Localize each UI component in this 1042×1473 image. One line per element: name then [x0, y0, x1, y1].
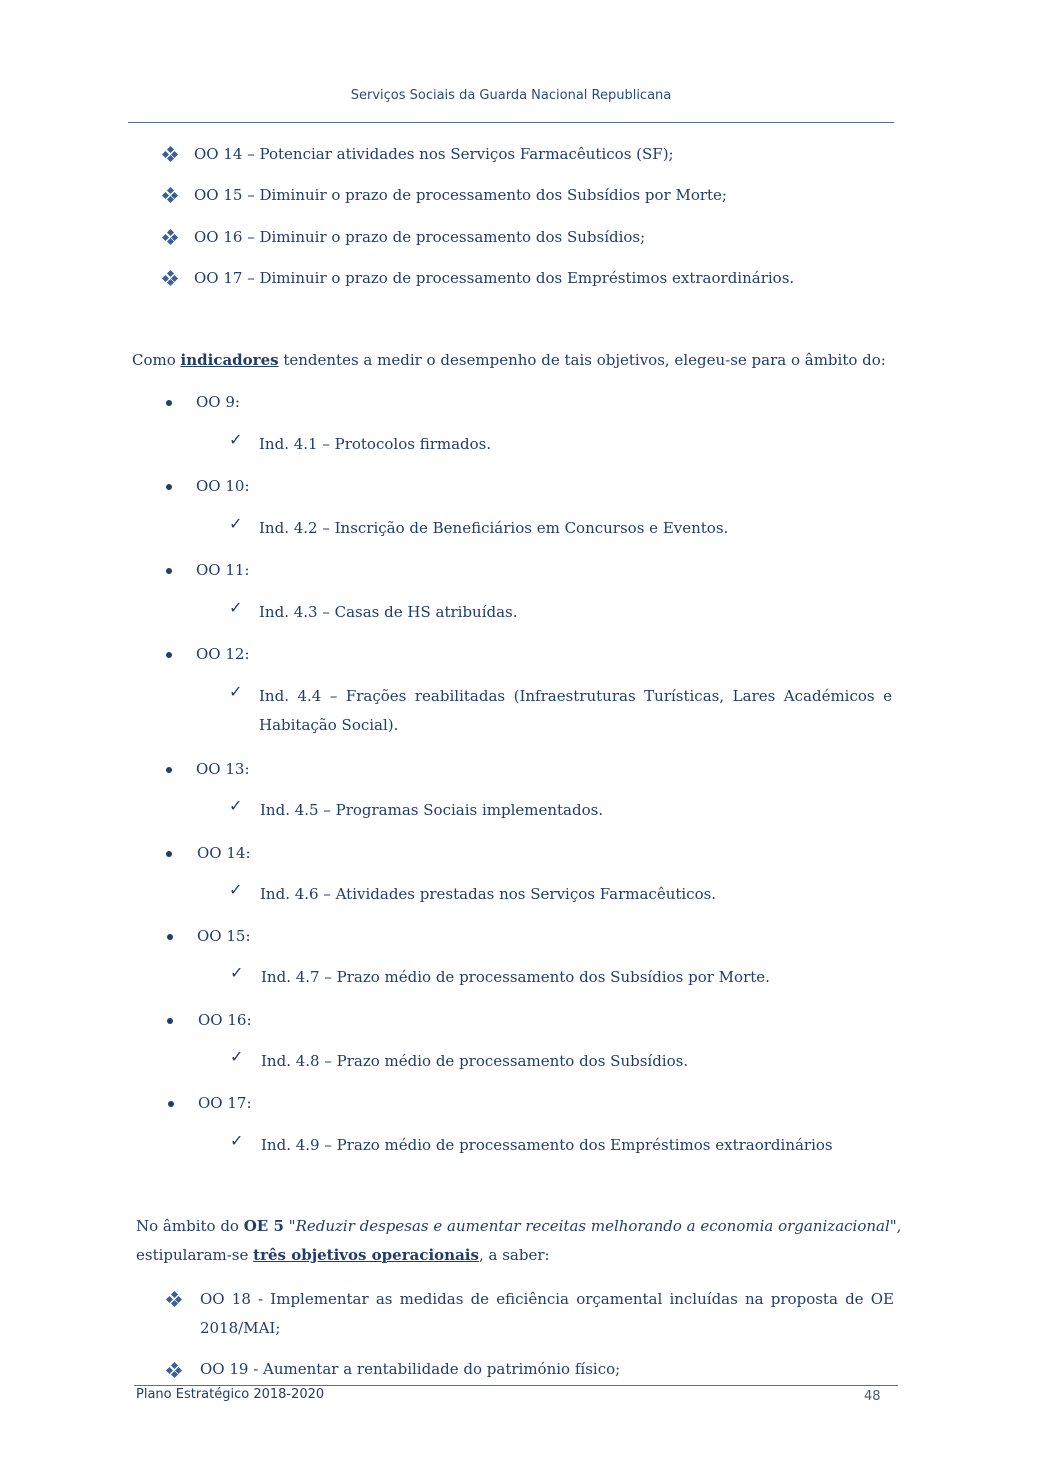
- checkmark-icon: ✓: [229, 514, 243, 533]
- diamond-bullet-icon: [167, 1363, 181, 1377]
- bullet-dot-icon: [166, 652, 172, 658]
- oo-label: OO 13:: [196, 760, 250, 778]
- oo-label: OO 16:: [198, 1011, 252, 1029]
- oe5-text: No âmbito do: [136, 1217, 244, 1235]
- oe5-text: estipularam-se: [136, 1246, 254, 1264]
- footer-divider: [134, 1385, 898, 1386]
- oo-label: OO 9:: [196, 393, 240, 411]
- indicator-item: Ind. 4.4 – Frações reabilitadas (Infraestruturas Turísticas, Lares Académicos e: [259, 687, 892, 705]
- bullet-dot-icon: [166, 400, 172, 406]
- header-divider: [128, 122, 894, 123]
- list-item: OO 19 - Aumentar a rentabilidade do património físico;: [200, 1360, 621, 1378]
- indicator-item: Ind. 4.5 – Programas Sociais implementados.: [260, 801, 604, 819]
- indicators-intro: [132, 346, 886, 375]
- page-number: 48: [864, 1389, 881, 1404]
- indicator-item: Ind. 4.7 – Prazo médio de processamento dos Subsídios por Morte.: [261, 968, 770, 986]
- bullet-dot-icon: [167, 1018, 173, 1024]
- indicator-item: Ind. 4.6 – Atividades prestadas nos Serviços Farmacêuticos.: [260, 885, 717, 903]
- checkmark-icon: ✓: [230, 1047, 244, 1066]
- oo-label: OO 10:: [196, 477, 250, 495]
- checkmark-icon: ✓: [229, 430, 243, 449]
- oe5-paragraph-line2: [136, 1241, 550, 1270]
- list-item: OO 16 – Diminuir o prazo de processamento dos Subsídios;: [194, 228, 646, 246]
- intro-text: Como: [132, 351, 181, 369]
- checkmark-icon: ✓: [229, 796, 243, 815]
- diamond-bullet-icon: [163, 147, 177, 161]
- list-item: OO 17 – Diminuir o prazo de processamento dos Empréstimos extraordinários.: [194, 269, 795, 287]
- oo-label: OO 17:: [198, 1094, 252, 1112]
- footer-title: Plano Estratégico 2018-2020: [136, 1387, 325, 1402]
- diamond-bullet-icon: [163, 188, 177, 202]
- intro-emphasis: indicadores: [180, 351, 279, 369]
- indicator-item-continuation: Habitação Social).: [259, 716, 399, 734]
- diamond-bullet-icon: [163, 271, 177, 285]
- bullet-dot-icon: [168, 1101, 174, 1107]
- oo-label: OO 15:: [197, 927, 251, 945]
- oe5-text: , a saber:: [478, 1246, 550, 1264]
- oo-label: OO 12:: [196, 645, 250, 663]
- bullet-dot-icon: [166, 568, 172, 574]
- indicator-item: Ind. 4.2 – Inscrição de Beneficiários em Concursos e Eventos.: [259, 519, 729, 537]
- list-item-continuation: 2018/MAI;: [200, 1319, 281, 1337]
- oe5-text: ",: [889, 1217, 902, 1235]
- oo-label: OO 11:: [196, 561, 250, 579]
- checkmark-icon: ✓: [229, 682, 243, 701]
- list-item: OO 14 – Potenciar atividades nos Serviços Farmacêuticos (SF);: [194, 145, 674, 163]
- oe5-paragraph-line1: [136, 1212, 902, 1241]
- checkmark-icon: ✓: [229, 598, 243, 617]
- indicator-item: Ind. 4.8 – Prazo médio de processamento dos Subsídios.: [261, 1052, 689, 1070]
- oe5-title: Reduzir despesas e aumentar receitas melhorando a economia organizacional: [295, 1217, 890, 1235]
- checkmark-icon: ✓: [230, 1131, 244, 1150]
- intro-text: tendentes a medir o desempenho de tais objetivos, elegeu-se para o âmbito do:: [278, 351, 886, 369]
- indicator-item: Ind. 4.1 – Protocolos firmados.: [259, 435, 492, 453]
- bullet-dot-icon: [166, 767, 172, 773]
- checkmark-icon: ✓: [229, 880, 243, 899]
- oo-label: OO 14:: [197, 844, 251, 862]
- diamond-bullet-icon: [163, 230, 177, 244]
- checkmark-icon: ✓: [230, 963, 244, 982]
- oe5-emphasis: três objetivos operacionais: [253, 1246, 479, 1264]
- diamond-bullet-icon: [167, 1292, 181, 1306]
- page-header: Serviços Sociais da Guarda Nacional Republicana: [350, 88, 672, 103]
- oe5-label: OE 5: [243, 1217, 284, 1235]
- oe5-text: ": [283, 1217, 296, 1235]
- bullet-dot-icon: [166, 484, 172, 490]
- list-item: OO 18 - Implementar as medidas de eficiência orçamental incluídas na proposta de OE: [200, 1290, 894, 1308]
- bullet-dot-icon: [166, 851, 172, 857]
- bullet-dot-icon: [167, 934, 173, 940]
- list-item: OO 15 – Diminuir o prazo de processamento dos Subsídios por Morte;: [194, 186, 727, 204]
- indicator-item: Ind. 4.9 – Prazo médio de processamento dos Empréstimos extraordinários: [261, 1136, 833, 1154]
- indicator-item: Ind. 4.3 – Casas de HS atribuídas.: [259, 603, 518, 621]
